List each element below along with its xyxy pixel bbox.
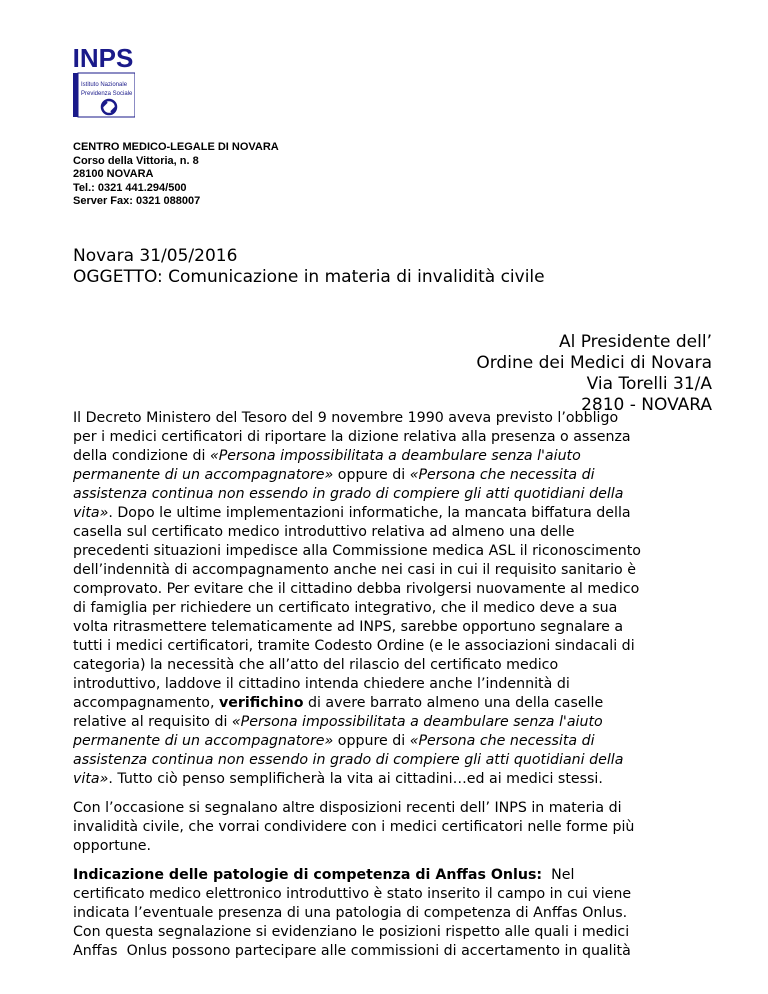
p3-line: certificato medico elettronico introduttivo è stato inserito il campo in cui viene xyxy=(73,886,632,902)
p2-line: opportune. xyxy=(73,838,151,854)
office-phone: Tel.: 0321 441.294/500 xyxy=(73,181,187,194)
anffas-heading: Indicazione delle patologie di competenza di Anffas Onlus: xyxy=(73,867,543,883)
p1-line: categoria) la necessità che all’atto del rilascio del certificato medico xyxy=(73,657,559,673)
p1-line: permanente di un accompagnatore» oppure di «Persona che necessita di xyxy=(73,733,595,749)
addressee-line1: Al Presidente dell’ xyxy=(558,332,712,352)
office-street: Corso della Vittoria, n. 8 xyxy=(73,154,199,167)
p1-line: volta ritrasmettere telematicamente ad INPS, sarebbe opportuno segnalare a xyxy=(73,619,624,635)
addressee-line2: Ordine dei Medici di Novara xyxy=(476,353,712,373)
office-fax: Server Fax: 0321 088007 xyxy=(73,195,201,207)
p1-line: relative al requisito di «Persona impossibilitata a deambulare senza l'aiuto xyxy=(73,714,603,730)
p1-line: per i medici certificatori di riportare la dizione relativa alla presenza o assenza xyxy=(73,429,631,445)
p2-line: Con l’occasione si segnalano altre disposizioni recenti dell’ INPS in materia di xyxy=(73,800,622,816)
addressee-block xyxy=(476,332,712,416)
p2-line: invalidità civile, che vorrai condividere con i medici certificatori nelle forme più xyxy=(73,819,635,835)
addressee-line4: 2810 - NOVARA xyxy=(581,395,712,415)
p1-line: precedenti situazioni impedisce alla Commissione medica ASL il riconoscimento xyxy=(73,543,641,559)
p1-line: di famiglia per richiedere un certificato integrativo, che il medico deve a sua xyxy=(73,600,618,616)
p3-line: Con questa segnalazione si evidenziano le posizioni rispetto alle quali i medici xyxy=(73,924,630,940)
letter-body xyxy=(73,409,721,971)
p1-line: assistenza continua non essendo in grado di compiere gli atti quotidiani della xyxy=(73,486,624,502)
p1-line: introduttivo, laddove il cittadino intenda chiedere anche l’indennità di xyxy=(73,676,570,692)
p1-line: dell’indennità di accompagnamento anche nei casi in cui il requisito sanitario è xyxy=(73,562,636,578)
inps-logo xyxy=(71,37,135,119)
inps-logo-graphic xyxy=(71,37,135,119)
p1-line: della condizione di «Persona impossibilitata a deambulare senza l'aiuto xyxy=(73,448,581,464)
p1-line: vita». Dopo le ultime implementazioni informatiche, la mancata biffatura della xyxy=(73,505,631,521)
date-line: Novara 31/05/2016 xyxy=(73,246,238,266)
paragraph-occasion xyxy=(73,799,721,856)
p1-line: permanente di un accompagnatore» oppure di «Persona che necessita di xyxy=(73,467,595,483)
p3-line: Anffas Onlus possono partecipare alle commissioni di accertamento in qualità xyxy=(73,943,631,959)
paragraph-decree xyxy=(73,409,721,789)
p1-line: assistenza continua non essendo in grado di compiere gli atti quotidiani della xyxy=(73,752,624,768)
logo-subtitle-line2: Previdenza Sociale xyxy=(81,91,133,97)
p1-line: tutti i medici certificatori, tramite Codesto Ordine (e le associazioni sindacali di xyxy=(73,638,635,654)
subject-line: OGGETTO: Comunicazione in materia di invalidità civile xyxy=(73,267,545,287)
office-name: CENTRO MEDICO-LEGALE DI NOVARA xyxy=(73,141,279,153)
letterhead xyxy=(73,141,279,209)
p1-line: comprovato. Per evitare che il cittadino debba rivolgersi nuovamente al medico xyxy=(73,581,640,597)
p1-line: Il Decreto Ministero del Tesoro del 9 novembre 1990 aveva previsto l’obbligo xyxy=(73,410,619,426)
p3-line: indicata l’eventuale presenza di una patologia di competenza di Anffas Onlus. xyxy=(73,905,628,921)
subject-block xyxy=(73,246,545,288)
logo-subtitle-line1: Istituto Nazionale xyxy=(81,82,128,88)
p1-line: casella sul certificato medico introduttivo relativa ad almeno una delle xyxy=(73,524,575,540)
office-city: 28100 NOVARA xyxy=(73,168,154,180)
p3-line: Indicazione delle patologie di competenza di Anffas Onlus: Nel xyxy=(73,867,575,883)
p1-line: accompagnamento, verifichino di avere barrato almeno una della caselle xyxy=(73,695,604,711)
addressee-line3: Via Torelli 31/A xyxy=(586,374,712,394)
logo-brand: INPS xyxy=(72,43,134,73)
p1-line: vita». Tutto ciò penso semplificherà la vita ai cittadini…ed ai medici stessi. xyxy=(73,771,603,787)
paragraph-anffas xyxy=(73,866,721,961)
